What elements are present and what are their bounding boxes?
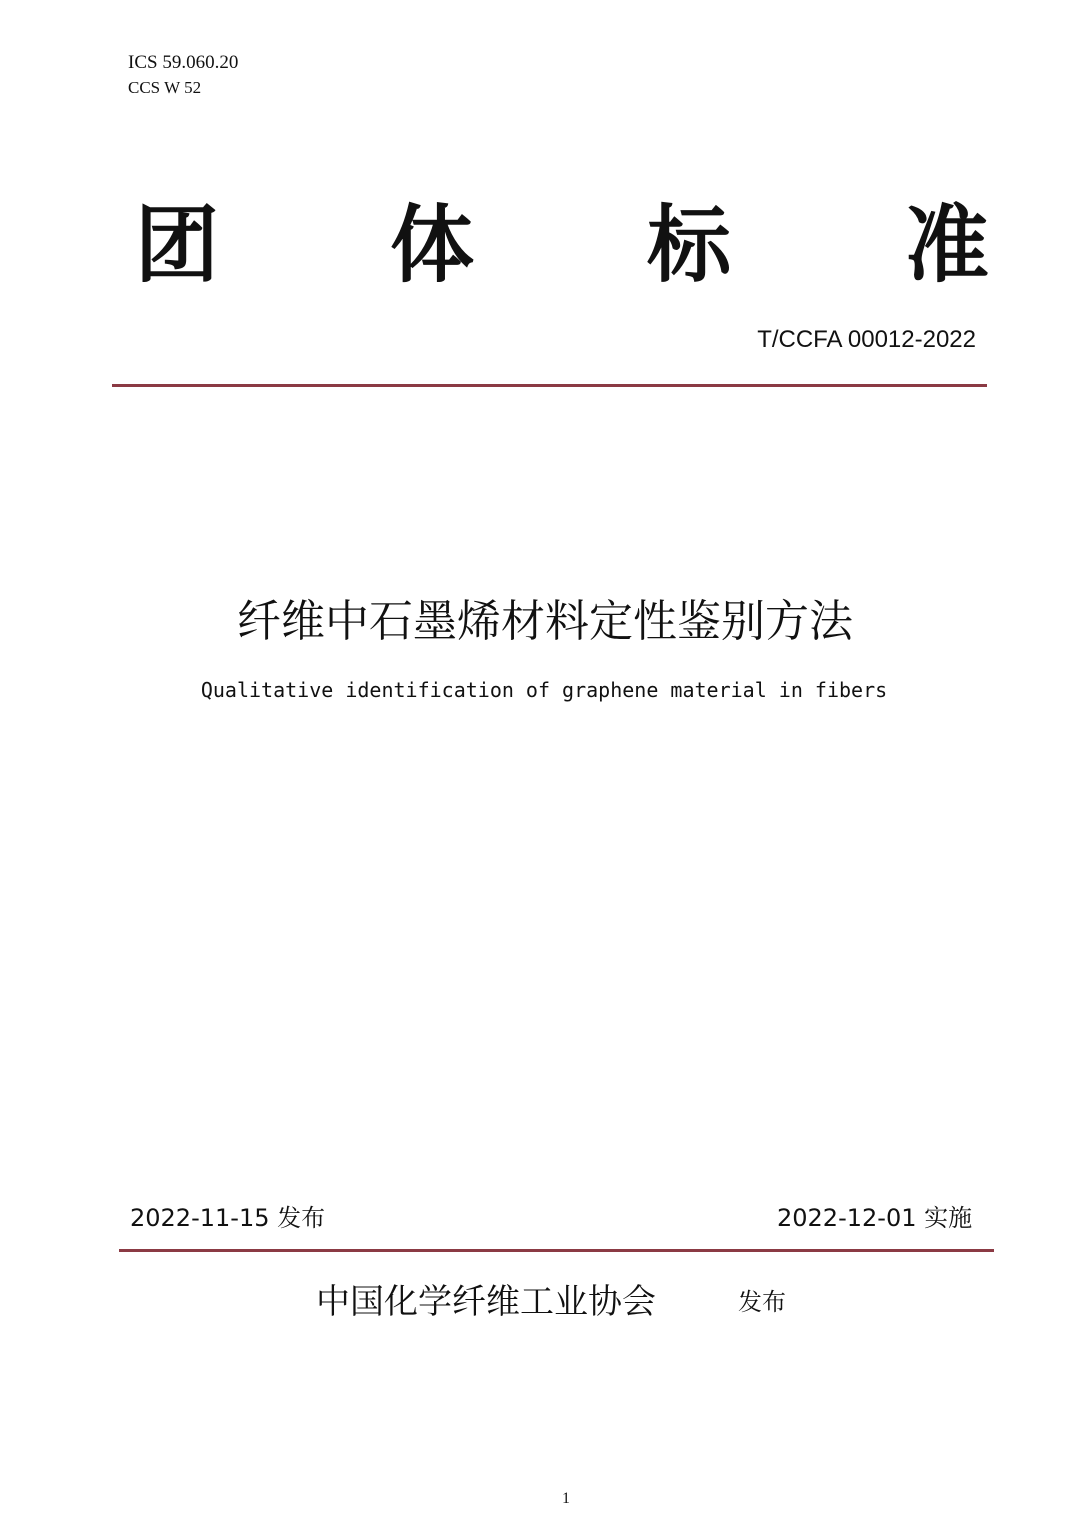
effective-date: 2022-12-01 实施: [777, 1204, 973, 1232]
ccs-code: CCS W 52: [128, 78, 202, 97]
doc-type-char: 标: [647, 195, 732, 294]
title-en: Qualitative identification of graphene material in fibers: [200, 678, 888, 702]
doc-type-char: 团: [135, 195, 220, 294]
publisher: 中国化学纤维工业协会: [316, 1282, 656, 1322]
top-rule: [112, 384, 987, 387]
page-number: 1: [562, 1490, 570, 1507]
title-cn: 纤维中石墨烯材料定性鉴别方法: [237, 596, 853, 647]
bottom-rule: [119, 1249, 994, 1252]
standard-code: T/CCFA 00012-2022: [757, 326, 976, 353]
publisher-suffix: 发布: [738, 1288, 786, 1316]
doc-type-char: 准: [905, 195, 990, 294]
ics-code: ICS 59.060.20: [128, 52, 239, 73]
doc-type-char: 体: [390, 195, 475, 294]
publish-date: 2022-11-15 发布: [130, 1204, 326, 1232]
